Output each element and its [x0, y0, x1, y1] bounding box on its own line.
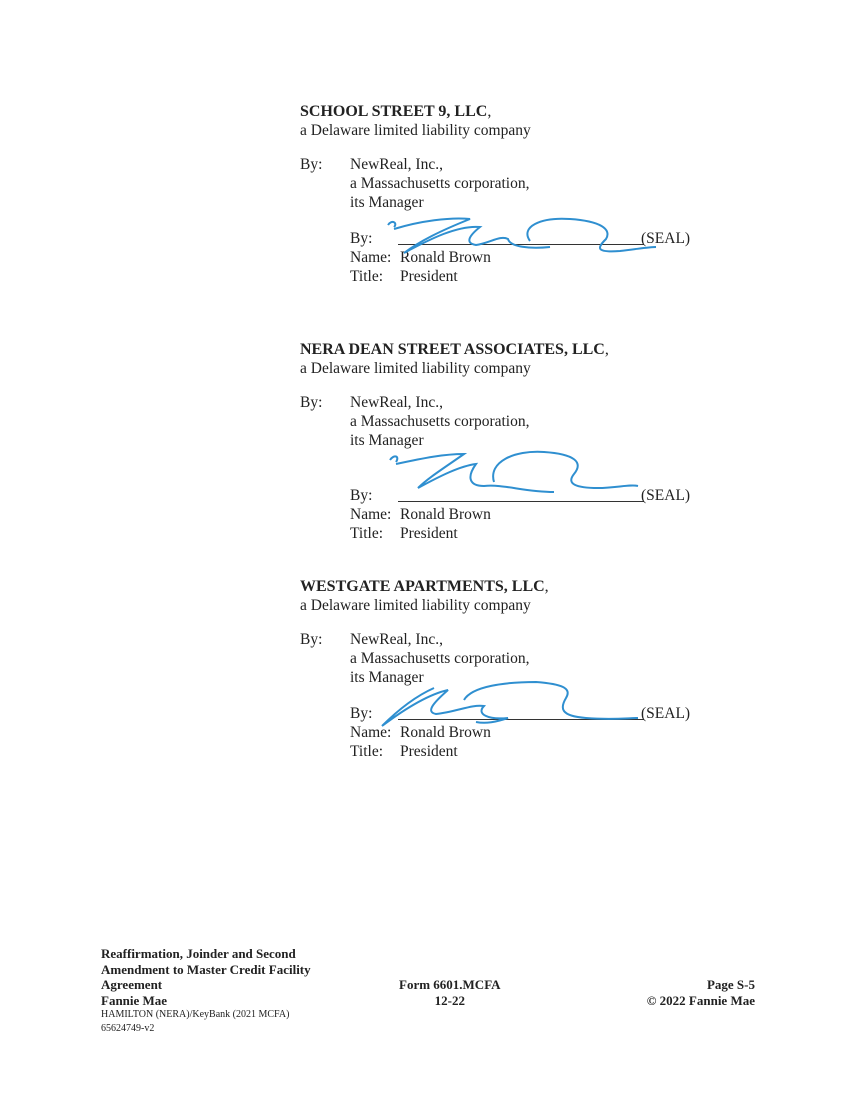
title-label: Title:	[350, 743, 384, 760]
entity-heading	[300, 577, 720, 596]
signer-title: President	[400, 525, 458, 542]
signature-area	[350, 229, 720, 291]
manager-description: a Massachusetts corporation,	[350, 650, 530, 667]
signature-block-school-street	[300, 102, 720, 291]
form-number: Form 6601.MCFA	[399, 977, 501, 992]
entity-heading	[300, 102, 720, 121]
signature-block-westgate	[300, 577, 720, 766]
page-number: Page S-5	[706, 977, 755, 992]
entity-description: a Delaware limited liability company	[300, 597, 531, 614]
footer-page-info	[620, 977, 755, 1008]
entity-name: NERA DEAN STREET ASSOCIATES, LLC	[300, 341, 605, 358]
title-label: Title:	[350, 268, 384, 285]
manager-name: NewReal, Inc.,	[350, 156, 443, 173]
footer-title-line: Amendment to Master Credit Facility	[101, 961, 311, 977]
signature-block-nera-dean-street	[300, 340, 720, 548]
manager-by-row	[300, 393, 720, 450]
signature-line	[398, 244, 644, 245]
name-label: Name:	[350, 506, 392, 523]
manager-by-row	[300, 630, 720, 687]
manager-role: its Manager	[350, 194, 424, 211]
signer-name: Ronald Brown	[400, 249, 491, 266]
footer-doc-id: 65624749-v2	[101, 1023, 155, 1034]
signer-title: President	[400, 268, 458, 285]
by-label: By:	[300, 156, 323, 173]
entity-description: a Delaware limited liability company	[300, 360, 531, 377]
signer-name: Ronald Brown	[400, 724, 491, 741]
by-label: By:	[300, 631, 323, 648]
signer-name: Ronald Brown	[400, 506, 491, 523]
signature-line	[398, 719, 644, 720]
seal-label: (SEAL)	[641, 705, 691, 722]
entity-heading	[300, 340, 720, 359]
name-label: Name:	[350, 724, 392, 741]
signature-by-label: By:	[350, 230, 373, 247]
footer-title-line: Agreement	[101, 977, 163, 992]
title-label: Title:	[350, 525, 384, 542]
entity-suffix: ,	[487, 103, 492, 120]
manager-role: its Manager	[350, 432, 424, 449]
footer-publisher: Fannie Mae	[101, 992, 168, 1008]
entity-name: SCHOOL STREET 9, LLC	[300, 103, 488, 120]
manager-role: its Manager	[350, 669, 424, 686]
copyright: © 2022 Fannie Mae	[646, 992, 755, 1008]
signature-by-label: By:	[350, 705, 373, 722]
seal-label: (SEAL)	[641, 487, 691, 504]
entity-name: WESTGATE APARTMENTS, LLC	[300, 578, 545, 595]
manager-name: NewReal, Inc.,	[350, 394, 443, 411]
signer-title: President	[400, 743, 458, 760]
signature-area	[350, 486, 720, 548]
by-label: By:	[300, 394, 323, 411]
entity-description: a Delaware limited liability company	[300, 122, 531, 139]
signature-by-label: By:	[350, 487, 373, 504]
manager-description: a Massachusetts corporation,	[350, 413, 530, 430]
seal-label: (SEAL)	[641, 230, 691, 247]
manager-description: a Massachusetts corporation,	[350, 175, 530, 192]
footer-form-info	[399, 977, 501, 1008]
signature-area	[350, 704, 720, 766]
name-label: Name:	[350, 249, 392, 266]
footer-title-line: Reaffirmation, Joinder and Second	[101, 946, 296, 961]
entity-suffix: ,	[544, 578, 549, 595]
footer-reference: HAMILTON (NERA)/KeyBank (2021 MCFA)	[101, 1009, 290, 1020]
signature-line	[398, 501, 644, 502]
entity-suffix: ,	[604, 341, 609, 358]
footer-document-title	[101, 946, 311, 1036]
form-date: 12-22	[434, 992, 465, 1008]
manager-by-row	[300, 155, 720, 212]
manager-name: NewReal, Inc.,	[350, 631, 443, 648]
